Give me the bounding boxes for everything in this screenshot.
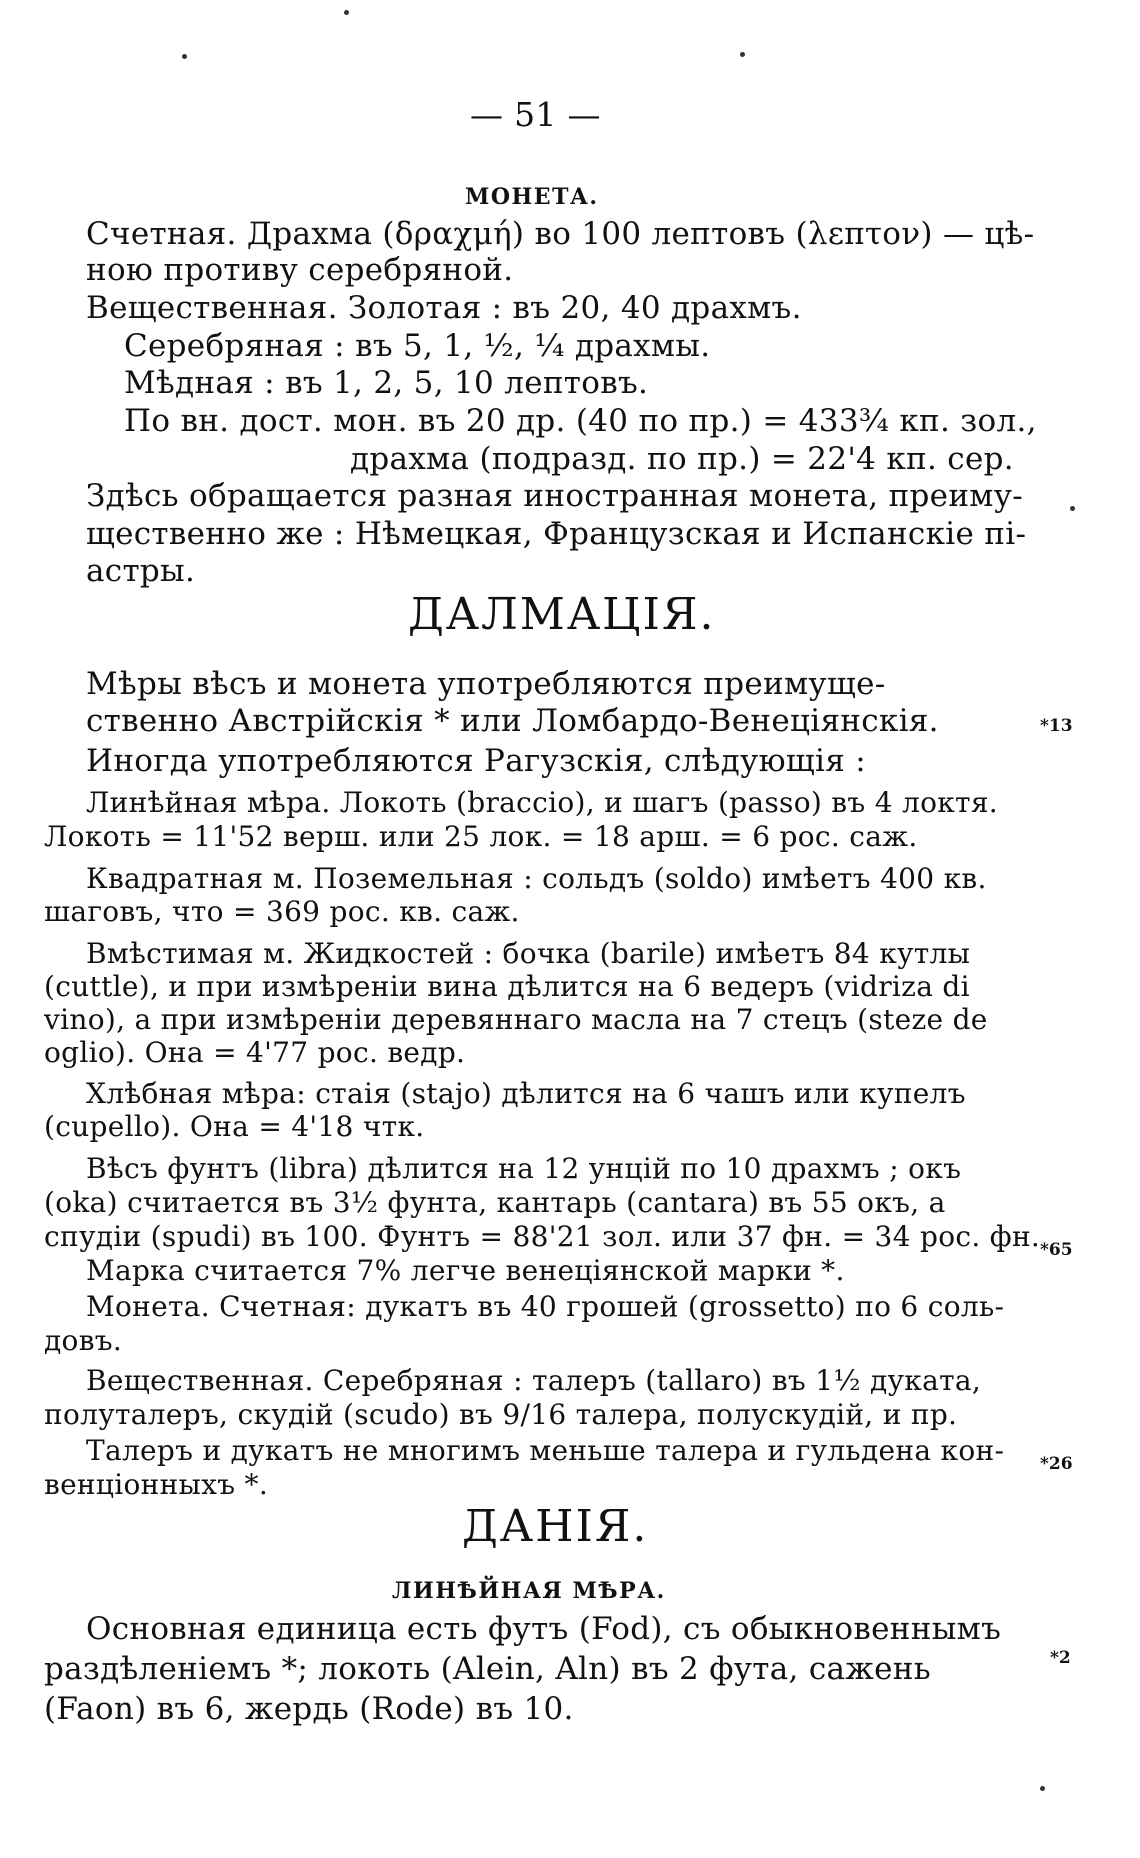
text-line: По вн. дост. мон. въ 20 др. (40 по пр.) = 433¾ кп. зол., xyxy=(124,403,1037,439)
section-heading-denmark: ДАНІЯ. xyxy=(462,1501,649,1552)
text-line: Хлѣбная мѣра: стаія (stajo) дѣлится на 6 чашъ или купелъ xyxy=(86,1077,966,1110)
margin-note: *26 xyxy=(1040,1454,1073,1474)
text-line: Мѣдная : въ 1, 2, 5, 10 лептовъ. xyxy=(124,365,649,401)
text-line: Здѣсь обращается разная иностранная монета, преиму- xyxy=(86,478,1024,514)
margin-note: *2 xyxy=(1050,1648,1071,1668)
text-line: vino), а при измѣреніи деревяннаго масла на 7 стецъ (steze de xyxy=(44,1003,988,1036)
text-line: (oka) считается въ 3½ фунта, кантарь (cantara) въ 55 окъ, а xyxy=(44,1186,946,1219)
text-line: астры. xyxy=(86,553,196,589)
text-line: Мѣры вѣсъ и монета употребляются преимуще- xyxy=(86,666,886,702)
text-line: драхма (подразд. по пр.) = 22'4 кп. сер. xyxy=(350,441,1014,477)
text-line: полуталеръ, скудій (scudo) въ 9/16 талера, полускудій, и пр. xyxy=(44,1398,958,1431)
speck-mark xyxy=(1040,1786,1045,1791)
speck-mark xyxy=(182,54,187,59)
subheading-linear-measure: ЛИНѢЙНАЯ МѢРА. xyxy=(392,1578,666,1604)
section-heading-coin: МОНЕТА. xyxy=(465,184,599,210)
text-line: oglio). Она = 4'77 рос. ведр. xyxy=(44,1036,466,1069)
text-line: Вещественная. Серебряная : талеръ (tallaro) въ 1½ дуката, xyxy=(86,1364,982,1397)
speck-mark xyxy=(344,10,349,15)
text-line: щественно же : Нѣмецкая, Французская и Испанскіе пі- xyxy=(86,516,1027,552)
text-line: довъ. xyxy=(44,1324,123,1357)
text-line: Вмѣстимая м. Жидкостей : бочка (barile) имѣетъ 84 кутлы xyxy=(86,937,971,970)
text-line: (cupello). Она = 4'18 чтк. xyxy=(44,1110,425,1143)
text-line: Монета. Счетная: дукатъ въ 40 грошей (grossetto) по 6 соль- xyxy=(86,1290,1005,1323)
text-line: ственно Австрійскія * или Ломбардо-Венеціянскія. xyxy=(86,703,939,739)
text-line: Талеръ и дукатъ не многимъ меньше талера и гульдена кон- xyxy=(86,1434,1005,1467)
text-line: Вещественная. Золотая : въ 20, 40 драхмъ. xyxy=(86,290,802,326)
page-number: — 51 — xyxy=(470,95,601,134)
text-line: Счетная. Драхма (δραχμή) во 100 лептовъ (λεπτον) — цѣ- xyxy=(86,216,1035,252)
text-line: венціонныхъ *. xyxy=(44,1468,269,1501)
text-line: Квадратная м. Поземельная : сольдъ (soldo) имѣетъ 400 кв. xyxy=(86,862,987,895)
speck-mark xyxy=(740,52,745,57)
text-line: (cuttle), и при измѣреніи вина дѣлится на 6 ведеръ (vidriza di xyxy=(44,970,970,1003)
text-line: Серебряная : въ 5, 1, ½, ¼ драхмы. xyxy=(124,328,711,364)
text-line: Марка считается 7% легче венеціянской марки *. xyxy=(86,1254,845,1287)
speck-mark xyxy=(1070,506,1075,511)
text-line: Локоть = 11'52 верш. или 25 лок. = 18 арш. = 6 рос. саж. xyxy=(44,820,918,853)
margin-note: *65 xyxy=(1040,1240,1073,1260)
section-heading-dalmatia: ДАЛМАЦІЯ. xyxy=(408,589,716,640)
text-line: (Faon) въ 6, жердь (Rode) въ 10. xyxy=(44,1691,574,1727)
text-line: раздѣленіемъ *; локоть (Alein, Aln) въ 2 фута, сажень xyxy=(44,1651,931,1687)
margin-note: *13 xyxy=(1040,716,1073,736)
text-line: спудіи (spudi) въ 100. Фунтъ = 88'21 зол. или 37 фн. = 34 рос. фн. xyxy=(44,1220,1041,1253)
text-line: Вѣсъ фунтъ (libra) дѣлится на 12 унцій по 10 драхмъ ; окъ xyxy=(86,1152,962,1185)
text-line: шаговъ, что = 369 рос. кв. саж. xyxy=(44,895,520,928)
text-line: ною противу серебряной. xyxy=(86,252,514,288)
text-line: Иногда употребляются Рагузскія, слѣдующія : xyxy=(86,743,866,779)
text-line: Основная единица есть футъ (Fod), съ обыкновеннымъ xyxy=(86,1611,1002,1647)
text-line: Линѣйная мѣра. Локоть (braccio), и шагъ (passo) въ 4 локтя. xyxy=(86,786,999,819)
